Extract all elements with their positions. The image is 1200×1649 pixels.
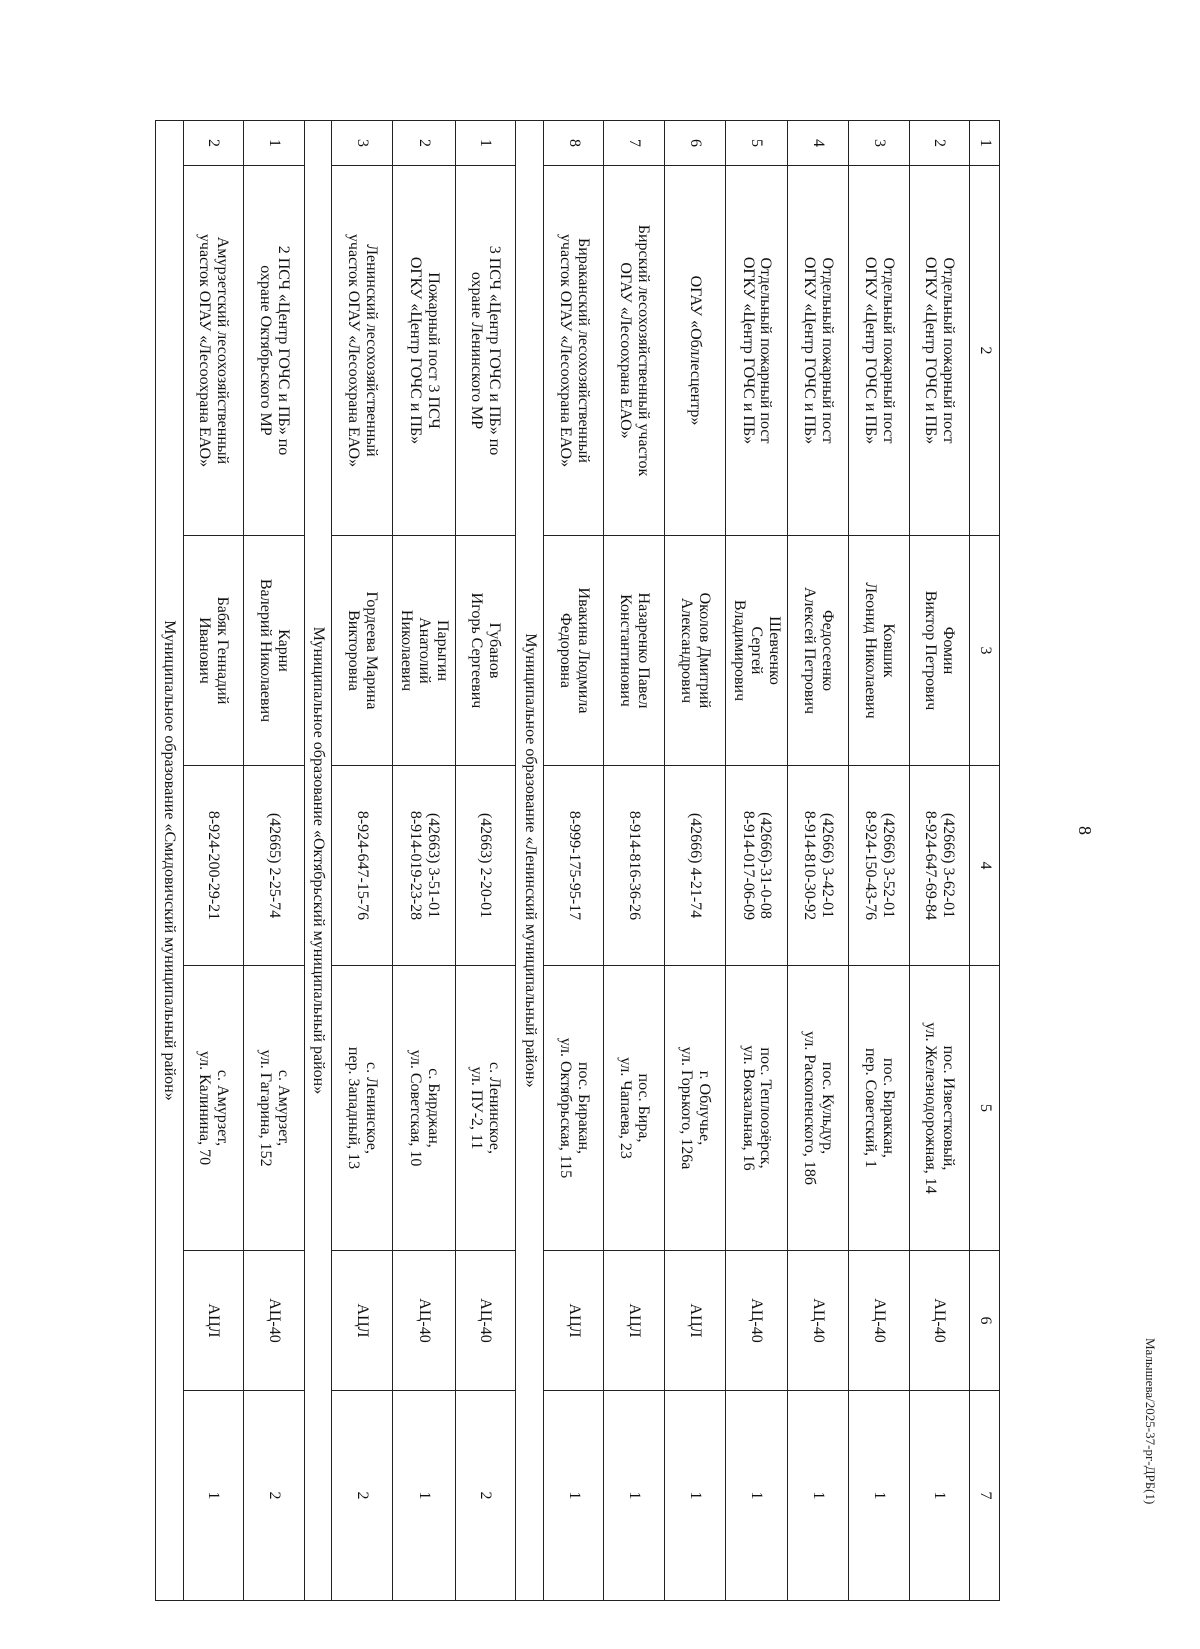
header-cell: 4	[970, 766, 1000, 966]
cell-phone: (42666) 4-21-74	[665, 766, 726, 966]
table-row	[788, 121, 849, 1601]
header-cell: 3	[970, 536, 1000, 766]
table-row	[183, 121, 244, 1601]
cell-n: 8	[543, 121, 604, 166]
cell-equip: АЦ-40	[909, 1251, 970, 1391]
cell-n: 3	[848, 121, 909, 166]
cell-org: 2 ПСЧ «Центр ГОЧС и ПБ» по охране Октябрьского МР	[244, 166, 305, 536]
cell-equip: АЦЛ	[665, 1251, 726, 1391]
cell-equip: АЦЛ	[543, 1251, 604, 1391]
cell-qty: 1	[604, 1391, 665, 1601]
cell-address: пос. Известковый, ул. Железнодорожная, 14	[909, 966, 970, 1251]
section-title: Муниципальное образование «Ленинский муниципальный район»	[516, 121, 544, 1601]
cell-qty: 1	[393, 1391, 456, 1601]
cell-org: Ленинский лесохозяйственный участок ОГАУ «Лесоохрана ЕАО»	[332, 166, 393, 536]
table-row	[393, 121, 456, 1601]
cell-org: Отдельный пожарный пост ОГКУ «Центр ГОЧС и ПБ»	[725, 166, 788, 536]
cell-address: пос. Кульдур, ул. Раскопенского, 18б	[788, 966, 849, 1251]
cell-address: пос. Бира, ул. Чапаева, 23	[604, 966, 665, 1251]
cell-phone: (42663) 2-20-01	[455, 766, 516, 966]
cell-qty: 1	[788, 1391, 849, 1601]
cell-n: 1	[455, 121, 516, 166]
cell-person: Ивакина Людмила Федоровна	[543, 536, 604, 766]
cell-phone: 8-924-200-29-21	[183, 766, 244, 966]
table-row	[455, 121, 516, 1601]
table-row	[725, 121, 788, 1601]
header-cell: 2	[970, 166, 1000, 536]
cell-person: Ковшик Леонид Николаевич	[848, 536, 909, 766]
cell-qty: 1	[848, 1391, 909, 1601]
table-row	[665, 121, 726, 1601]
cell-org: Амурзетский лесохозяйственный участок ОГАУ «Лесоохрана ЕАО»	[183, 166, 244, 536]
cell-equip: АЦ-40	[788, 1251, 849, 1391]
table-row	[543, 121, 604, 1601]
header-cell: 7	[970, 1391, 1000, 1601]
cell-address: с. Ленинское, пер. Западный, 13	[332, 966, 393, 1251]
cell-equip: АЦЛ	[332, 1251, 393, 1391]
cell-phone: (42666) 3-62-01 8-924-647-69-84	[909, 766, 970, 966]
cell-org: Бирский лесохозяйственный участок ОГАУ «Лесоохрана ЕАО»	[604, 166, 665, 536]
header-cell: 5	[970, 966, 1000, 1251]
cell-n: 2	[393, 121, 456, 166]
cell-address: пос. Теплоозёрск, ул. Вокзальная, 16	[725, 966, 788, 1251]
cell-address: пос. Биракан, ул. Октябрьская, 115	[543, 966, 604, 1251]
section-title-row	[304, 121, 332, 1601]
header-row	[970, 121, 1000, 1601]
cell-phone: 8-999-175-95-17	[543, 766, 604, 966]
cell-address: пос. Бираккан, пер. Советский, 1	[848, 966, 909, 1251]
cell-equip: АЦ-40	[393, 1251, 456, 1391]
cell-n: 2	[909, 121, 970, 166]
cell-phone: (42666)-31-0-08 8-914-017-06-09	[725, 766, 788, 966]
cell-qty: 2	[244, 1391, 305, 1601]
table-row	[332, 121, 393, 1601]
cell-equip: АЦЛ	[604, 1251, 665, 1391]
cell-address: с. Амурзет, ул. Калинина, 70	[183, 966, 244, 1251]
cell-phone: (42665) 2-25-74	[244, 766, 305, 966]
cell-n: 7	[604, 121, 665, 166]
cell-person: Парыгин Анатолий Николаевич	[393, 536, 456, 766]
cell-n: 4	[788, 121, 849, 166]
cell-person: Фомин Виктор Петрович	[909, 536, 970, 766]
cell-org: Отдельный пожарный пост ОГКУ «Центр ГОЧС и ПБ»	[909, 166, 970, 536]
document-code: Малышева/2025-37-рг-ДРБ(1)	[1143, 1338, 1158, 1505]
cell-qty: 2	[332, 1391, 393, 1601]
cell-org: 3 ПСЧ «Центр ГОЧС и ПБ» по охране Ленинского МР	[455, 166, 516, 536]
section-title: Муниципальное образование «Октябрьский муниципальный район»	[304, 121, 332, 1601]
table-row	[909, 121, 970, 1601]
cell-person: Шевченко Сергей Владимирович	[725, 536, 788, 766]
rotated-table-container	[155, 120, 1000, 1600]
cell-address: с. Амурзет, ул. Гагарина, 152	[244, 966, 305, 1251]
cell-person: Бабяк Геннадий Иванович	[183, 536, 244, 766]
cell-phone: (42666) 3-52-01 8-924-150-43-76	[848, 766, 909, 966]
cell-qty: 1	[183, 1391, 244, 1601]
table-row	[244, 121, 305, 1601]
table-row	[604, 121, 665, 1601]
cell-n: 3	[332, 121, 393, 166]
cell-org: ОГАУ «Обллесцентр»	[665, 166, 726, 536]
cell-n: 1	[244, 121, 305, 166]
table-row	[848, 121, 909, 1601]
section-title-row	[156, 121, 184, 1601]
cell-phone: (42666) 3-42-01 8-914-810-30-92	[788, 766, 849, 966]
cell-qty: 1	[665, 1391, 726, 1601]
cell-n: 5	[725, 121, 788, 166]
cell-qty: 1	[909, 1391, 970, 1601]
rotated-table-wrapper	[155, 120, 1000, 1600]
fire-units-table	[155, 120, 1000, 1601]
cell-org: Пожарный пост 3 ПСЧ ОГКУ «Центр ГОЧС и ПБ»	[393, 166, 456, 536]
cell-n: 6	[665, 121, 726, 166]
cell-equip: АЦ-40	[725, 1251, 788, 1391]
header-cell: 6	[970, 1251, 1000, 1391]
cell-qty: 2	[455, 1391, 516, 1601]
cell-org: Отдельный пожарный пост ОГКУ «Центр ГОЧС и ПБ»	[848, 166, 909, 536]
header-cell: 1	[970, 121, 1000, 166]
cell-equip: АЦ-40	[848, 1251, 909, 1391]
cell-person: Гордеева Марина Викторовна	[332, 536, 393, 766]
cell-equip: АЦ-40	[244, 1251, 305, 1391]
page-number: 8	[1075, 826, 1095, 835]
cell-person: Губанов Игорь Сергеевич	[455, 536, 516, 766]
cell-person: Околов Дмитрий Александрович	[665, 536, 726, 766]
cell-equip: АЦ-40	[455, 1251, 516, 1391]
cell-phone: 8-914-816-36-26	[604, 766, 665, 966]
cell-equip: АЦЛ	[183, 1251, 244, 1391]
cell-address: г. Облучье, ул. Горького, 126а	[665, 966, 726, 1251]
table-body	[156, 121, 1000, 1601]
cell-address: с. Бирджан, ул. Советская, 10	[393, 966, 456, 1251]
cell-qty: 1	[543, 1391, 604, 1601]
section-title-row	[516, 121, 544, 1601]
section-title: Муниципальное образование «Смидовичский муниципальный район»	[156, 121, 184, 1601]
cell-qty: 1	[725, 1391, 788, 1601]
cell-person: Карни Валерий Николаевич	[244, 536, 305, 766]
cell-phone: (42663) 3-51-01 8-914-019-23-28	[393, 766, 456, 966]
cell-phone: 8-924-647-15-76	[332, 766, 393, 966]
cell-person: Назаренко Павел Константинович	[604, 536, 665, 766]
cell-address: с. Ленинское, ул. ПУ-2, 11	[455, 966, 516, 1251]
cell-org: Бираканский лесохозяйственный участок ОГАУ «Лесоохрана ЕАО»	[543, 166, 604, 536]
cell-person: Федосеенко Алексей Петрович	[788, 536, 849, 766]
cell-n: 2	[183, 121, 244, 166]
cell-org: Отдельный пожарный пост ОГКУ «Центр ГОЧС и ПБ»	[788, 166, 849, 536]
